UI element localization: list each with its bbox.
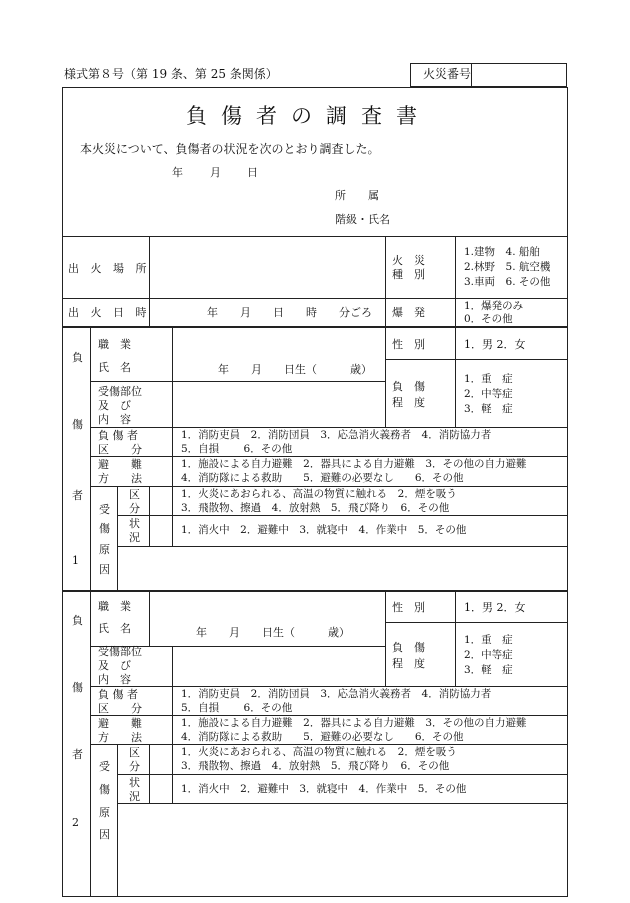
injury-part-label: 内 容 [98,413,131,426]
injured-2-side-label: 負 [72,614,83,627]
severity-option[interactable]: 2．中等症 [464,649,513,661]
evacuation-options[interactable]: 4．消防隊による救助 5．避難の必要なし 6．その他 [181,472,464,484]
injured-1-side-label: 負 [72,351,83,364]
cause-class-label: 分 [129,502,140,515]
injury-part-input[interactable] [174,383,384,426]
cause-label: 受 [99,760,110,773]
evacuation-label: 方 法 [98,731,142,744]
cause-detail-input[interactable] [119,548,567,589]
situation-options[interactable]: 1．消火中 2．避難中 3．就寝中 4．作業中 5．その他 [181,783,467,795]
rule [455,327,456,427]
category-options[interactable]: 5．自損 6．その他 [181,443,293,455]
fire-kind-option[interactable]: 1.建物 4. 船舶 [464,246,540,258]
cause-label: 受 [99,503,110,516]
cause-label: 因 [99,563,110,576]
cause-label: 原 [99,543,110,556]
sex-label: 性 別 [392,338,425,351]
severity-option[interactable]: 1．重 症 [464,373,513,385]
severity-label: 程 度 [392,657,425,670]
injury-part-label: 内 容 [98,673,131,686]
rule [117,744,118,897]
sex-label: 性 別 [392,601,425,614]
rule [90,456,568,457]
evacuation-label: 避 難 [98,458,142,471]
birth-date-text[interactable]: 年 月 日生（ 歳） [196,626,350,639]
rule [385,236,386,326]
cause-label: 傷 [99,783,110,796]
severity-label: 程 度 [392,396,425,409]
cause-class-label: 区 [129,488,140,501]
occupation-label: 職 業 [98,338,131,351]
intro-statement: 本火災について、負傷者の状況を次のとおり調査した。 [80,142,380,156]
cause-class-options[interactable]: 1．火炎にあおられる、高温の物質に触れる 2．煙を吸う [181,488,457,500]
evacuation-options[interactable]: 1．施設による自力避難 2．器具による自力避難 3．その他の自力避難 [181,717,527,729]
report-day-label: 日 [247,166,258,179]
rule [117,546,568,547]
category-options[interactable]: 1．消防吏員 2．消防団員 3．応急消火義務者 4．消防協力者 [181,688,492,700]
name-label: 氏 名 [98,361,131,374]
form-number: 様式第８号（第 19 条、第 25 条関係） [64,67,278,81]
injured-2-number: 2 [72,816,79,829]
severity-option[interactable]: 2．中等症 [464,388,513,400]
severity-label: 負 傷 [392,380,425,393]
cause-class-options[interactable]: 3．飛散物、擦過 4．放射熱 5．飛び降り 6．その他 [181,502,450,514]
fire-kind-option[interactable]: 2.林野 5. 航空機 [464,261,551,273]
rule [117,486,118,590]
fire-origin-input[interactable] [151,238,383,297]
fire-date-text[interactable]: 年 月 日 時 分ごろ [207,306,372,319]
report-month-label: 月 [210,166,221,179]
rule [90,715,568,716]
evacuation-label: 方 法 [98,472,142,485]
cause-class-label: 分 [129,760,140,773]
fire-number-label: 火災番号 [423,67,472,81]
fire-kind-option[interactable]: 3.車両 6. その他 [464,276,551,288]
page-title: 負傷者の調査書 [186,104,431,128]
rule [62,236,568,237]
severity-option[interactable]: 3．軽 症 [464,403,513,415]
injured-1-side-label: 者 [72,489,83,502]
cause-class-options[interactable]: 3．飛散物、擦過 4．放射熱 5．飛び降り 6．その他 [181,760,450,772]
rule [385,592,386,686]
rule [62,298,568,299]
occupation-label: 職 業 [98,600,131,613]
name-label: 氏 名 [98,622,131,635]
report-year-label: 年 [172,166,183,179]
rule [90,486,568,487]
category-label: 区 分 [98,702,142,715]
rule [149,592,150,646]
rule [117,515,568,516]
injury-part-label: 及 び [98,399,131,412]
sex-options[interactable]: 1．男 2．女 [464,338,526,351]
rule [385,622,568,623]
injury-part-input[interactable] [174,648,384,685]
rule [90,686,568,687]
rule [455,236,456,326]
evacuation-options[interactable]: 4．消防隊による救助 5．避難の必要なし 6．その他 [181,731,464,743]
rule [385,327,386,427]
rule [62,326,568,328]
severity-option[interactable]: 3．軽 症 [464,664,513,676]
category-options[interactable]: 1．消防吏員 2．消防団員 3．応急消火義務者 4．消防協力者 [181,429,492,441]
fire-origin-label: 出 火 場 所 [68,262,151,275]
category-label: 区 分 [98,443,142,456]
explosion-option[interactable]: 0．その他 [464,313,513,325]
category-label: 負 傷 者 [98,688,138,701]
injury-part-label: 受傷部位 [98,385,142,398]
fire-kind-label-2: 種 別 [392,268,425,281]
cause-class-label: 区 [129,746,140,759]
situation-label: 況 [129,531,140,544]
situation-label: 状 [129,517,140,530]
rule [90,327,91,590]
rule [90,381,385,382]
injured-1-number: 1 [72,554,79,567]
severity-option[interactable]: 1．重 症 [464,634,513,646]
situation-options[interactable]: 1．消火中 2．避難中 3．就寝中 4．作業中 5．その他 [181,524,467,536]
rule [172,646,173,803]
explosion-option[interactable]: 1．爆発のみ [464,300,524,312]
rule [149,486,150,546]
birth-date-text[interactable]: 年 月 日生（ 歳） [218,363,372,376]
cause-label: 因 [99,828,110,841]
injury-part-label: 受傷部位 [98,645,142,658]
rule [117,774,568,775]
category-options[interactable]: 5．自損 6．その他 [181,702,293,714]
evacuation-label: 避 難 [98,717,142,730]
fire-number-input[interactable] [472,64,566,86]
rule [90,744,568,745]
sex-options[interactable]: 1．男 2．女 [464,601,526,614]
cause-class-options[interactable]: 1．火炎にあおられる、高温の物質に触れる 2．煙を吸う [181,746,457,758]
cause-label: 原 [99,806,110,819]
fire-date-label: 出 火 日 時 [68,306,151,319]
evacuation-options[interactable]: 1．施設による自力避難 2．器具による自力避難 3．その他の自力避難 [181,458,527,470]
rule [90,427,568,428]
cause-detail-input[interactable] [119,805,567,896]
injured-2-side-label: 傷 [72,681,83,694]
situation-label: 況 [129,790,140,803]
explosion-label: 爆 発 [392,306,425,319]
cause-label: 傷 [99,522,110,535]
injured-1-side-label: 傷 [72,418,83,431]
rank-name-label: 階級・氏名 [335,213,390,226]
injury-part-label: 及 び [98,659,131,672]
rule [455,592,456,686]
rule [172,327,173,546]
affiliation-label: 所 属 [335,189,379,202]
category-label: 負 傷 者 [98,429,138,442]
fire-kind-label-1: 火 災 [392,254,425,267]
rule [117,803,568,804]
situation-label: 状 [129,776,140,789]
injured-2-side-label: 者 [72,748,83,761]
rule [385,359,568,360]
rule [62,590,568,592]
severity-label: 負 傷 [392,641,425,654]
